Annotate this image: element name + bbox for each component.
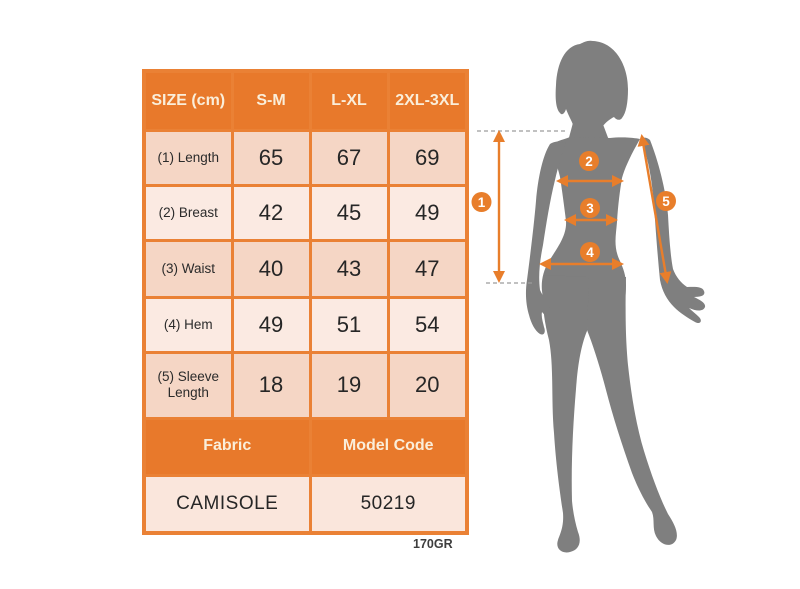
cell-value: 45 [310,185,388,240]
cell-value: 42 [232,185,310,240]
size-header-row [144,71,467,130]
svg-text:1: 1 [477,194,486,210]
column-header-sm: S-M [232,71,310,130]
cell-value: 47 [388,240,467,297]
cell-value: 18 [232,352,310,418]
measurement-figure [470,25,730,570]
cell-value: 49 [388,185,467,240]
cell-value: 67 [310,130,388,185]
column-header-2xl3xl: 2XL-3XL [388,71,467,130]
size-unit-header: SIZE (cm) [144,71,232,130]
svg-text:4: 4 [586,244,594,260]
row-label: (5) Sleeve Length [144,352,232,418]
cell-value: 54 [388,297,467,352]
cell-value: 51 [310,297,388,352]
cell-value: 43 [310,240,388,297]
table-row-length [144,130,467,185]
table-row-breast [144,185,467,240]
svg-text:5: 5 [662,193,670,209]
model-code-value: 50219 [310,475,467,533]
size-chart-table [142,69,469,535]
svg-text:3: 3 [586,200,594,216]
model-code-header: Model Code [310,418,467,475]
marker-4 [580,242,600,262]
marker-3 [580,198,600,218]
cell-value: 40 [232,240,310,297]
row-label: (3) Waist [144,240,232,297]
cell-value: 65 [232,130,310,185]
table-row-waist [144,240,467,297]
fabric-header: Fabric [144,418,310,475]
column-header-lxl: L-XL [310,71,388,130]
weight-note: 170GR [413,537,453,551]
fabric-value: CAMISOLE [144,475,310,533]
fabric-model-header-row [144,418,467,475]
row-label: (1) Length [144,130,232,185]
marker-2 [579,151,599,171]
row-label: (4) Hem [144,297,232,352]
table-row-sleeve-length [144,352,467,418]
row-label: (2) Breast [144,185,232,240]
table-row-hem [144,297,467,352]
cell-value: 49 [232,297,310,352]
svg-text:2: 2 [585,153,593,169]
cell-value: 69 [388,130,467,185]
cell-value: 19 [310,352,388,418]
cell-value: 20 [388,352,467,418]
marker-5 [656,191,676,211]
body-silhouette-woman [526,41,705,553]
marker-1 [472,192,492,212]
fabric-model-value-row [144,475,467,533]
